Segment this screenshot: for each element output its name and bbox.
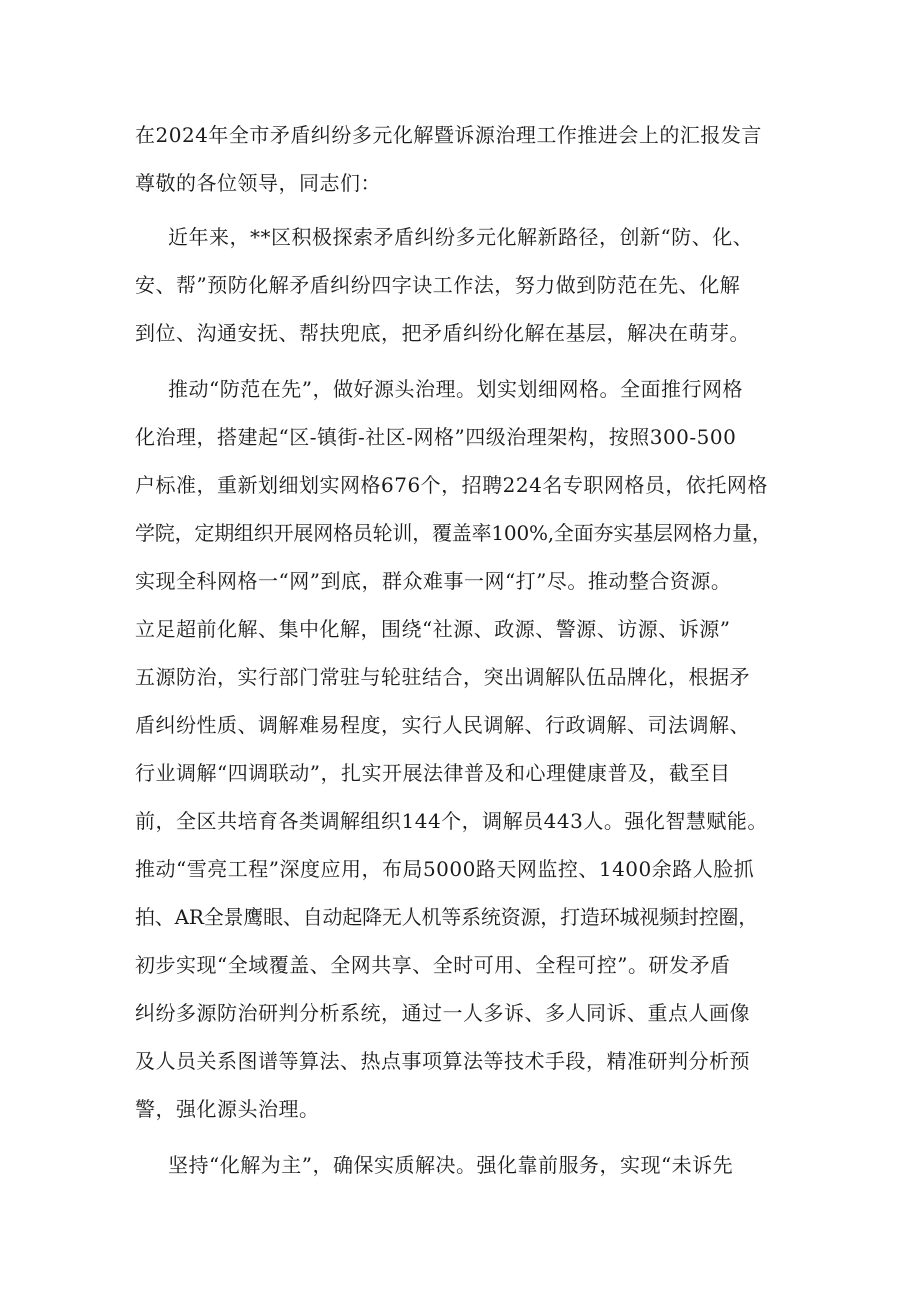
paragraph-line: 警，强化源头治理。 [135, 1097, 320, 1121]
paragraph-line: 初步实现“全域覆盖、全网共享、全时可用、全程可控”。研发矛盾 [135, 953, 731, 977]
document-title: 在2024年全市矛盾纠纷多元化解暨诉源治理工作推进会上的汇报发言 [135, 123, 762, 147]
paragraph-resolution [135, 1141, 795, 1189]
paragraph-line: 户标准，重新划细划实网格676个，招聘224名专职网格员，依托网格 [135, 473, 768, 497]
paragraph-line: 推动“雪亮工程”深度应用，布局5000路天网监控、1400余路人脸抓 [135, 857, 755, 881]
paragraph-line: 及人员关系图谱等算法、热点事项算法等技术手段，精准研判分析预 [135, 1049, 750, 1073]
paragraph-line: 立足超前化解、集中化解，围绕“社源、政源、警源、访源、诉源” [135, 617, 731, 641]
paragraph-line: 坚持“化解为主”，确保实质解决。强化靠前服务，实现“未诉先 [168, 1153, 734, 1177]
paragraph-line: 近年来，**区积极探索矛盾纠纷多元化解新路径，创新“防、化、 [168, 225, 754, 249]
paragraph-line: 五源防治，实行部门常驻与轮驻结合，突出调解队伍品牌化，根据矛 [135, 665, 750, 689]
paragraph-intro [135, 213, 795, 357]
paragraph-line: 盾纠纷性质、调解难易程度，实行人民调解、行政调解、司法调解、 [135, 713, 750, 737]
paragraph-line: 行业调解“四调联动”，扎实开展法律普及和心理健康普及，截至目 [135, 761, 731, 785]
paragraph-line: 学院，定期组织开展网格员轮训，覆盖率100%,全面夯实基层网格力量， [135, 521, 772, 545]
paragraph-line: 推动“防范在先”，做好源头治理。划实划细网格。全面推行网格 [168, 377, 743, 401]
paragraph-prevention [135, 365, 795, 1133]
salutation: 尊敬的各位领导，同志们： [135, 171, 381, 195]
paragraph-line: 化治理，搭建起“区-镇街-社区-网格”四级治理架构，按照300-500 [135, 425, 737, 449]
paragraph-line: 实现全科网格一“网”到底，群众难事一网“打”尽。推动整合资源。 [135, 569, 732, 593]
document-body [135, 111, 795, 1189]
paragraph-line: 前，全区共培育各类调解组织144个，调解员443人。强化智慧赋能。 [135, 809, 768, 833]
paragraph-line: 到位、沟通安抚、帮扶兜底，把矛盾纠纷化解在基层，解决在萌芽。 [135, 321, 750, 345]
paragraph-line: 纠纷多源防治研判分析系统，通过一人多诉、多人同诉、重点人画像 [135, 1001, 750, 1025]
paragraph-line: 拍、AR全景鹰眼、自动起降无人机等系统资源，打造环城视频封控圈， [135, 905, 759, 929]
paragraph-line: 安、帮”预防化解矛盾纠纷四字诀工作法，努力做到防范在先、化解 [135, 273, 741, 297]
